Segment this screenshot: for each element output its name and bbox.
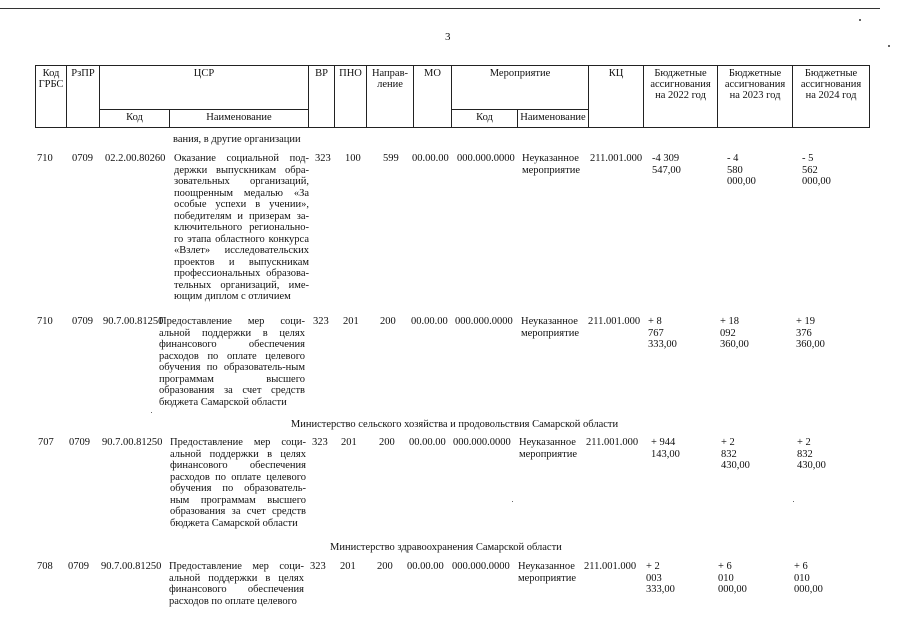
cell-mo: 00.00.00 — [411, 316, 448, 327]
header-csr-naim: Наименование — [170, 110, 309, 128]
cell-kc: 211.001.000 — [584, 561, 637, 572]
cell-pno: 201 — [343, 316, 359, 327]
cell-vr: 323 — [312, 437, 328, 448]
cell-vr: 323 — [313, 316, 329, 327]
cell-b2023: + 18 092 360,00 — [720, 316, 749, 350]
cell-rzpr: 0709 — [72, 316, 93, 327]
header-rzpr: РзПР — [67, 66, 100, 128]
header-csr-kod: Код — [100, 110, 170, 128]
cell-b2023: + 2 832 430,00 — [721, 437, 750, 471]
cell-b2022: -4 309 547,00 — [652, 153, 681, 176]
cell-name: Предоставление мер соци-альной поддержки в целях финансового обеспечения расходов по оплате целевого обучения по образователь-ным программам высшего образования за счет средств бюджета Самарской области — [159, 316, 305, 408]
scan-speck — [793, 501, 794, 502]
cell-csr: 90.7.00.81250 — [102, 437, 163, 448]
cell-rzpr: 0709 — [69, 437, 90, 448]
cell-pno: 100 — [345, 153, 361, 164]
cell-rzpr: 0709 — [68, 561, 89, 572]
page-number: 3 — [445, 31, 451, 43]
cell-rzpr: 0709 — [72, 153, 93, 164]
ministry-agriculture-label: Министерство сельского хозяйства и продовольствия Самарской области — [290, 419, 619, 430]
cell-name: Предоставление мер соци-альной поддержки в целях финансового обеспечения расходов по оплате целевого обучения по образователь-ным программам высшего образования за счет средств бюджета Самарской области — [170, 437, 306, 529]
cell-mer-kod: 000.000.0000 — [455, 316, 513, 327]
cell-grbs: 710 — [37, 316, 53, 327]
cell-mer-kod: 000.000.0000 — [453, 437, 511, 448]
scan-speck — [512, 501, 513, 502]
header-kod-grbs: Код ГРБС — [36, 66, 67, 128]
ministry-health-label: Министерство здравоохранения Самарской области — [330, 542, 562, 553]
cell-napr: 200 — [379, 437, 395, 448]
cell-pno: 201 — [341, 437, 357, 448]
cell-b2022: + 2 003 333,00 — [646, 561, 675, 595]
header-meropriyatie: Мероприятие — [452, 66, 589, 110]
cell-napr: 599 — [383, 153, 399, 164]
cell-b2023: + 6 010 000,00 — [718, 561, 747, 595]
cell-vr: 323 — [310, 561, 326, 572]
cell-mo: 00.00.00 — [409, 437, 446, 448]
cell-mer-naim: Неуказанное мероприятие — [519, 437, 577, 460]
cell-pno: 201 — [340, 561, 356, 572]
cell-napr: 200 — [377, 561, 393, 572]
scan-speck — [888, 45, 890, 47]
cell-mer-naim: Неуказанное мероприятие — [521, 316, 579, 339]
header-budget-2023: Бюджетные ассигнования на 2023 год — [718, 66, 793, 128]
cell-vr: 323 — [315, 153, 331, 164]
cell-grbs: 707 — [38, 437, 54, 448]
carryover-text: вания, в другие организации — [173, 134, 301, 145]
cell-b2024: - 5 562 000,00 — [802, 153, 831, 187]
cell-mer-naim: Неуказанное мероприятие — [518, 561, 576, 584]
header-vr: ВР — [309, 66, 335, 128]
scan-speck — [151, 412, 152, 413]
cell-kc: 211.001.000 — [590, 153, 643, 164]
cell-mer-kod: 000.000.0000 — [457, 153, 515, 164]
header-mer-kod: Код — [452, 110, 518, 128]
cell-csr: 02.2.00.80260 — [105, 153, 166, 164]
ministry-heading — [0, 419, 905, 430]
cell-napr: 200 — [380, 316, 396, 327]
cell-name: Оказание социальной под-держки выпускникам обра-зовательных организаций, поощренным медалью «За особые успехи в учении», победителям и призерам за-ключительного регионально-го этапа областного конкурса «Взлет» исследовательских проектов и выпускникам профессиональных образова-тельных организаций, име-ющим диплом с отличием — [174, 153, 309, 302]
cell-b2023: - 4 580 000,00 — [727, 153, 756, 187]
scan-speck — [859, 19, 861, 21]
cell-b2024: + 6 010 000,00 — [794, 561, 823, 595]
cell-mer-naim: Неуказанное мероприятие — [522, 153, 580, 176]
cell-csr: 90.7.00.81250 — [103, 316, 164, 327]
header-mer-naim: Наименование — [518, 110, 589, 128]
cell-b2022: + 944 143,00 — [651, 437, 680, 460]
cell-kc: 211.001.000 — [588, 316, 641, 327]
header-budget-2024: Бюджетные ассигнования на 2024 год — [793, 66, 870, 128]
cell-grbs: 708 — [37, 561, 53, 572]
header-kc: КЦ — [589, 66, 644, 128]
cell-b2022: + 8 767 333,00 — [648, 316, 677, 350]
header-budget-2022: Бюджетные ассигнования на 2022 год — [644, 66, 718, 128]
cell-kc: 211.001.000 — [586, 437, 639, 448]
ministry-heading — [330, 542, 562, 553]
cell-b2024: + 19 376 360,00 — [796, 316, 825, 350]
cell-mo: 00.00.00 — [407, 561, 444, 572]
header-napravlenie: Направ-ление — [367, 66, 414, 128]
cell-b2024: + 2 832 430,00 — [797, 437, 826, 471]
header-mo: МО — [414, 66, 452, 128]
cell-csr: 90.7.00.81250 — [101, 561, 162, 572]
cell-mo: 00.00.00 — [412, 153, 449, 164]
table-header — [35, 65, 870, 128]
header-csr: ЦСР — [100, 66, 309, 110]
top-rule — [0, 8, 880, 9]
header-pno: ПНО — [335, 66, 367, 128]
cell-grbs: 710 — [37, 153, 53, 164]
cell-mer-kod: 000.000.0000 — [452, 561, 510, 572]
cell-name: Предоставление мер соци-альной поддержки в целях финансового обеспечения расходов по оплате целевого — [169, 561, 304, 607]
